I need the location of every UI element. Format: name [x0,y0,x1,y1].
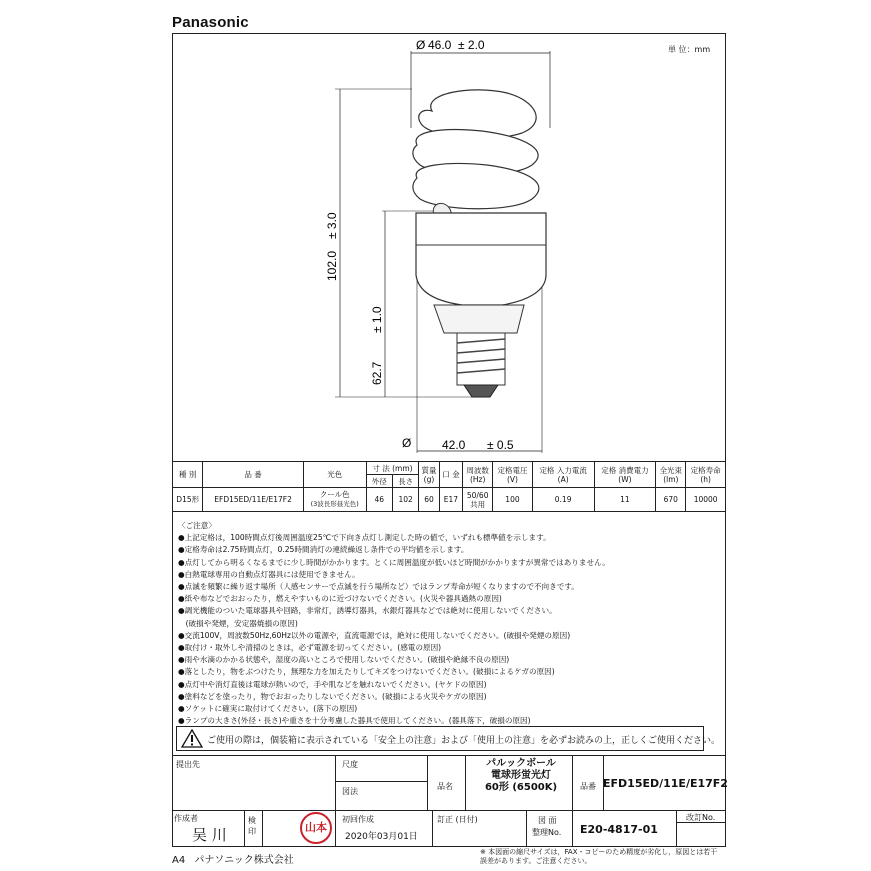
note-item: ●取付け・取外しや清掃のときは，必ず電源を切ってください。(感電の原因) [178,643,442,653]
cell-current: 0.19 [532,488,594,512]
hdr-color: 光色 [303,462,366,488]
unit-label: 単 位：mm [668,45,711,54]
note-item: ●ランプの大きさ(外径・長さ)や重さを十分考慮した器具で使用してください。(器具落下，破損の原因) [178,716,531,726]
note-item: ●上記定格は，100時間点灯後周囲温度25℃で下向き点灯し測定した時の値で，いずれも標準値を示します。 [178,533,551,543]
company-name: パナソニック株式会社 [194,855,294,866]
dim-diameter-symbol-bottom: Ø [402,436,412,450]
submit-to-label: 提出先 [176,760,200,769]
revision-no-label: 改訂No. [686,813,716,822]
hdr-freq: 周波数 (Hz) [463,462,493,488]
first-created-label: 初回作成 [342,815,374,824]
hdr-current: 定格 入力電流 (A) [532,462,594,488]
footer-left [172,851,294,866]
dim-height-tol: ± 3.0 [325,212,339,239]
note-item: ●点灯中や消灯直後は電球が熱いので，手や肌などを触れないでください。(ヤケドの原因) [178,679,487,689]
warning-icon [181,729,203,748]
drawing-no-label-1: 図 面 [538,816,557,825]
dim-width-top-tol: ± 2.0 [458,38,485,52]
approval-stamp: 山本 [300,812,332,844]
hdr-outer: 外径 [366,475,392,488]
dim-base-height: 62.7 [370,361,384,385]
part-value: EFD15ED/11E/E17F2 [603,777,728,790]
hdr-length: 長さ [392,475,418,488]
dim-base-height-tol: ± 1.0 [370,306,384,333]
caution-text: ご使用の際は，個装箱に表示されている「安全上の注意」および「使用上の注意」を必ずお読みの上，正しくご使用ください。 [207,736,721,746]
hdr-base: 口 金 [439,462,462,488]
cell-length: 102 [392,488,418,512]
dim-width-top: 46.0 [428,38,452,52]
notes-list [178,520,718,727]
cell-mass: 60 [419,488,439,512]
note-item: ●交流100V，周波数50Hz,60Hz以外の電源や，直流電源では，絶対に使用しないでください。(破損や発煙の原因) [178,630,571,640]
hdr-size: 寸 法 (mm) [366,462,419,475]
brand-logo: Panasonic [172,14,249,31]
revision-date-label: 訂正 (日付) [437,815,478,824]
cell-type: D15形 [173,488,203,512]
note-item: ●雨や水滴のかかる状態や，湿度の高いところで使用しないでください。(破損や絶縁不良の原因) [178,655,510,665]
bulb-drawing [172,33,726,463]
dim-width-bottom: 42.0 [442,438,466,452]
dim-height: 102.0 [325,250,339,281]
hdr-lumen: 全光束 (lm) [656,462,686,488]
drawing-type-label: 図法 [342,787,358,796]
drawing-no-label-2: 整理No. [532,828,562,837]
product-name: パルックボール 電球形蛍光灯 60形 (6500K) [484,758,558,793]
cell-part: EFD15ED/11E/E17F2 [203,488,303,512]
footer-note: ※ 本図面の縮尺サイズは，FAX・コピーのため精度が劣化し，原図とは若干誤差があります。ご注意ください。 [480,848,718,865]
paper-size: A4 [172,855,186,866]
product-name-label: 品名 [437,782,453,791]
hdr-mass: 質量 (g) [419,462,439,488]
note-item: ●点灯してから明るくなるまでに少し時間がかかります。とくに周囲温度が低いほど時間がかかりますが異常ではありません。 [178,557,610,567]
note-item: ●白熱電球専用の自動点灯器具には使用できません。 [178,569,360,579]
dim-diameter-symbol: Ø [416,38,426,52]
note-item: ●定格寿命は2.75時間点灯，0.25時間消灯の連続繰返し条件での平均値を示します。 [178,545,469,555]
first-created-date: 2020年03月01日 [345,832,418,842]
notes-title: 〈ご注意〉 [178,521,216,530]
hdr-voltage: 定格電圧 (V) [493,462,533,488]
caution-box [176,726,721,751]
cell-voltage: 100 [493,488,533,512]
note-item: ●紙や布などでおおったり，燃えやすいものに近づけないでください。(火災や器具過熱の原因) [178,594,502,604]
cell-power: 11 [594,488,656,512]
note-item: ●点滅を頻繁に繰り返す場所（人感センサーで点滅を行う場所など）ではランプ寿命が短くなりますので不向きです。 [178,582,579,592]
scale-label: 尺度 [342,760,358,769]
note-item: (破損や発煙，安定器焼損の原因) [178,618,298,628]
drawing-no: E20-4817-01 [580,823,658,836]
hdr-type: 種 別 [173,462,203,488]
cell-outer: 46 [366,488,392,512]
dim-width-bottom-tol: ± 0.5 [487,438,514,452]
cell-color: クール色 (3波長形昼光色) [303,488,366,512]
part-label: 品番 [580,782,596,791]
cell-base: E17 [439,488,462,512]
cell-freq: 50/60 共用 [463,488,493,512]
note-item: ●調光機能のついた電球器具や回路，非常灯，誘導灯器具，水銀灯器具などでは絶対に使用しないでください。 [178,606,557,616]
note-item: ●落としたり，物をぶつけたり，無理な力を加えたりしてキズをつけないでください。(破損によるケガの原因) [178,667,555,677]
author-label: 作成者 [174,814,198,823]
cell-lumen: 670 [656,488,686,512]
note-item: ●塗料などを塗ったり，物でおおったりしないでください。(破損による火災やケガの原因) [178,691,487,701]
check-label: 検 印 [248,816,256,836]
spec-table [172,461,726,512]
hdr-power: 定格 消費電力 (W) [594,462,656,488]
author-name: 吴 川 [192,826,227,844]
hdr-part: 品 番 [203,462,303,488]
cell-life: 10000 [686,488,726,512]
note-item: ●ソケットに確実に取付けてください。(落下の原因) [178,704,358,714]
hdr-life: 定格寿命 (h) [686,462,726,488]
